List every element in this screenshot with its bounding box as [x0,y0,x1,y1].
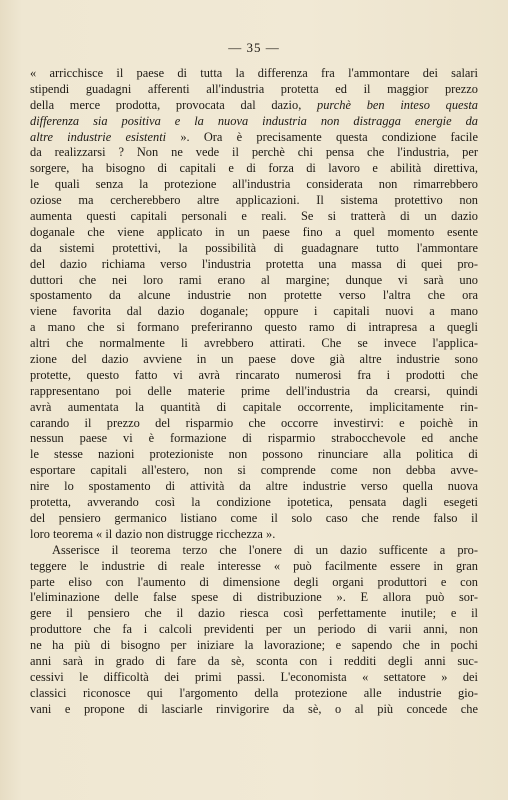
text-line: viene favorita dal dazio doganale; oppure i capitali nuovi a mano [30,304,478,319]
text-line: altri che normalmente li avrebbero attirati. Che se invece l'applica- [30,336,478,351]
italic-text: purchè ben inteso questa [317,97,478,112]
text-line: sorgere, ha bisogno di capitali e di forza di lavoro e abilità direttiva, [30,161,478,176]
text-line: a mano che si formano preferiranno questo ramo di intrapresa a quegli [30,320,478,335]
text-line: nessun paese vi è formazione di risparmio strabocchevole ed anche [30,431,478,446]
text-line: produttore che fa i calcoli previdenti per un periodo di varii anni, non [30,622,478,637]
italic-text: altre industrie esistenti [30,129,167,144]
text-line: spostamento da alcune industrie non protette verso l'altra che ora [30,288,478,303]
body-text [30,66,478,718]
text-line: le stesse nazioni protezioniste non possono rinunciare alla politica di [30,447,478,462]
text-line: anni sarà in grado di fare da sè, sconta con i redditi degli anni suc- [30,653,478,668]
text-line: Asserisce il teorema terzo che l'onere di un dazio sufficente a pro- [52,542,478,557]
text-line: del dazio richiama verso l'industria protetta una massa di quei pro- [30,256,478,271]
text-line: aumenta questi capitali personali e reali. Se si tratterà di un dazio [30,209,478,224]
text-line: loro teorema « il dazio non distrugge ricchezza ». [30,526,276,541]
italic-text: differenza sia positiva e la nuova industria non distragga energie da [30,113,478,128]
page-number: — 35 — [228,40,280,55]
text-line: zione del dazio avviene in un paese dove già altre industrie sono [30,352,478,367]
text-line: gere il pensiero che il dazio riesca così perfettamente inutile; e il [30,606,478,621]
text-line: protette, questo fatto vi avrà rincarato numerosi fra i prodotti che [30,367,478,382]
text-line [30,114,478,130]
text-line: stipendi guadagni afferenti all'industria protetta ed il maggior prezzo [30,81,478,96]
text-line: nire lo spostamento di attività da altre industrie verso quella nuova [30,479,478,494]
text-line: ne ha più di bisogno per iniziare la lavorazione; e sapendo che in pochi [30,638,478,653]
text-line: l'eliminazione delle false spese di distribuzione ». E allora può sor- [30,590,478,605]
text-line: teggere le industrie di reale interesse « può facilmente essere in gran [30,558,478,573]
text-line: vani e propone di lasciarle rinvigorire da sè, o al più concede che [30,701,478,716]
text-line: da realizzarsi ? Non ne vede il perchè chi pensa che l'industria, per [30,145,478,160]
text-line: duttori che nei loro rami erano al margine; dunque vi sarà uno [30,272,478,287]
text-line: rappresentano poi delle materie prime dell'industria da crearsi, quindi [30,383,478,398]
text-line: carando il prezzo del risparmio che occorre investirvi: e poichè in [30,415,478,430]
text-line: altre industrie esistenti ». Ora è precisamente questa condizione facile [30,129,478,144]
text-line: le quali senza la protezione all'industria considerata non rimarrebbero [30,177,478,192]
text-line: del pensiero germanico listiano come il solo caso che rende falso il [30,510,478,525]
text-line: da sistemi protettivi, la possibilità di guadagnare tutto l'ammontare [30,240,478,255]
text-line: doganale che viene applicato in un paese fino a quel momento esente [30,224,478,239]
text-line: della merce prodotta, provocata dal dazio, purchè ben inteso questa [30,97,478,112]
text-line: « arricchisce il paese di tutta la differenza fra l'ammontare dei salari [30,66,478,80]
text-line: parte eliso con l'aumento di dimensione degli organi produttori e con [30,574,478,589]
text-line: protetta, avverando così la condizione ipotetica, pensata dagli esegeti [30,495,478,510]
text-line: esportare capitali all'estero, non si comprende come non debba avve- [30,463,478,478]
text-line: avrà aumentata la quantità di capitale occorrente, implicitamente rin- [30,399,478,414]
text-line: oziose ma cercherebbero altre applicazioni. Il sistema protettivo non [30,193,478,208]
text-line: classici riconosce qui l'argomento della protezione alle industrie gio- [30,685,478,700]
text-line: cessivi le difficoltà dei primi passi. L'economista « settatore » dei [30,669,478,684]
